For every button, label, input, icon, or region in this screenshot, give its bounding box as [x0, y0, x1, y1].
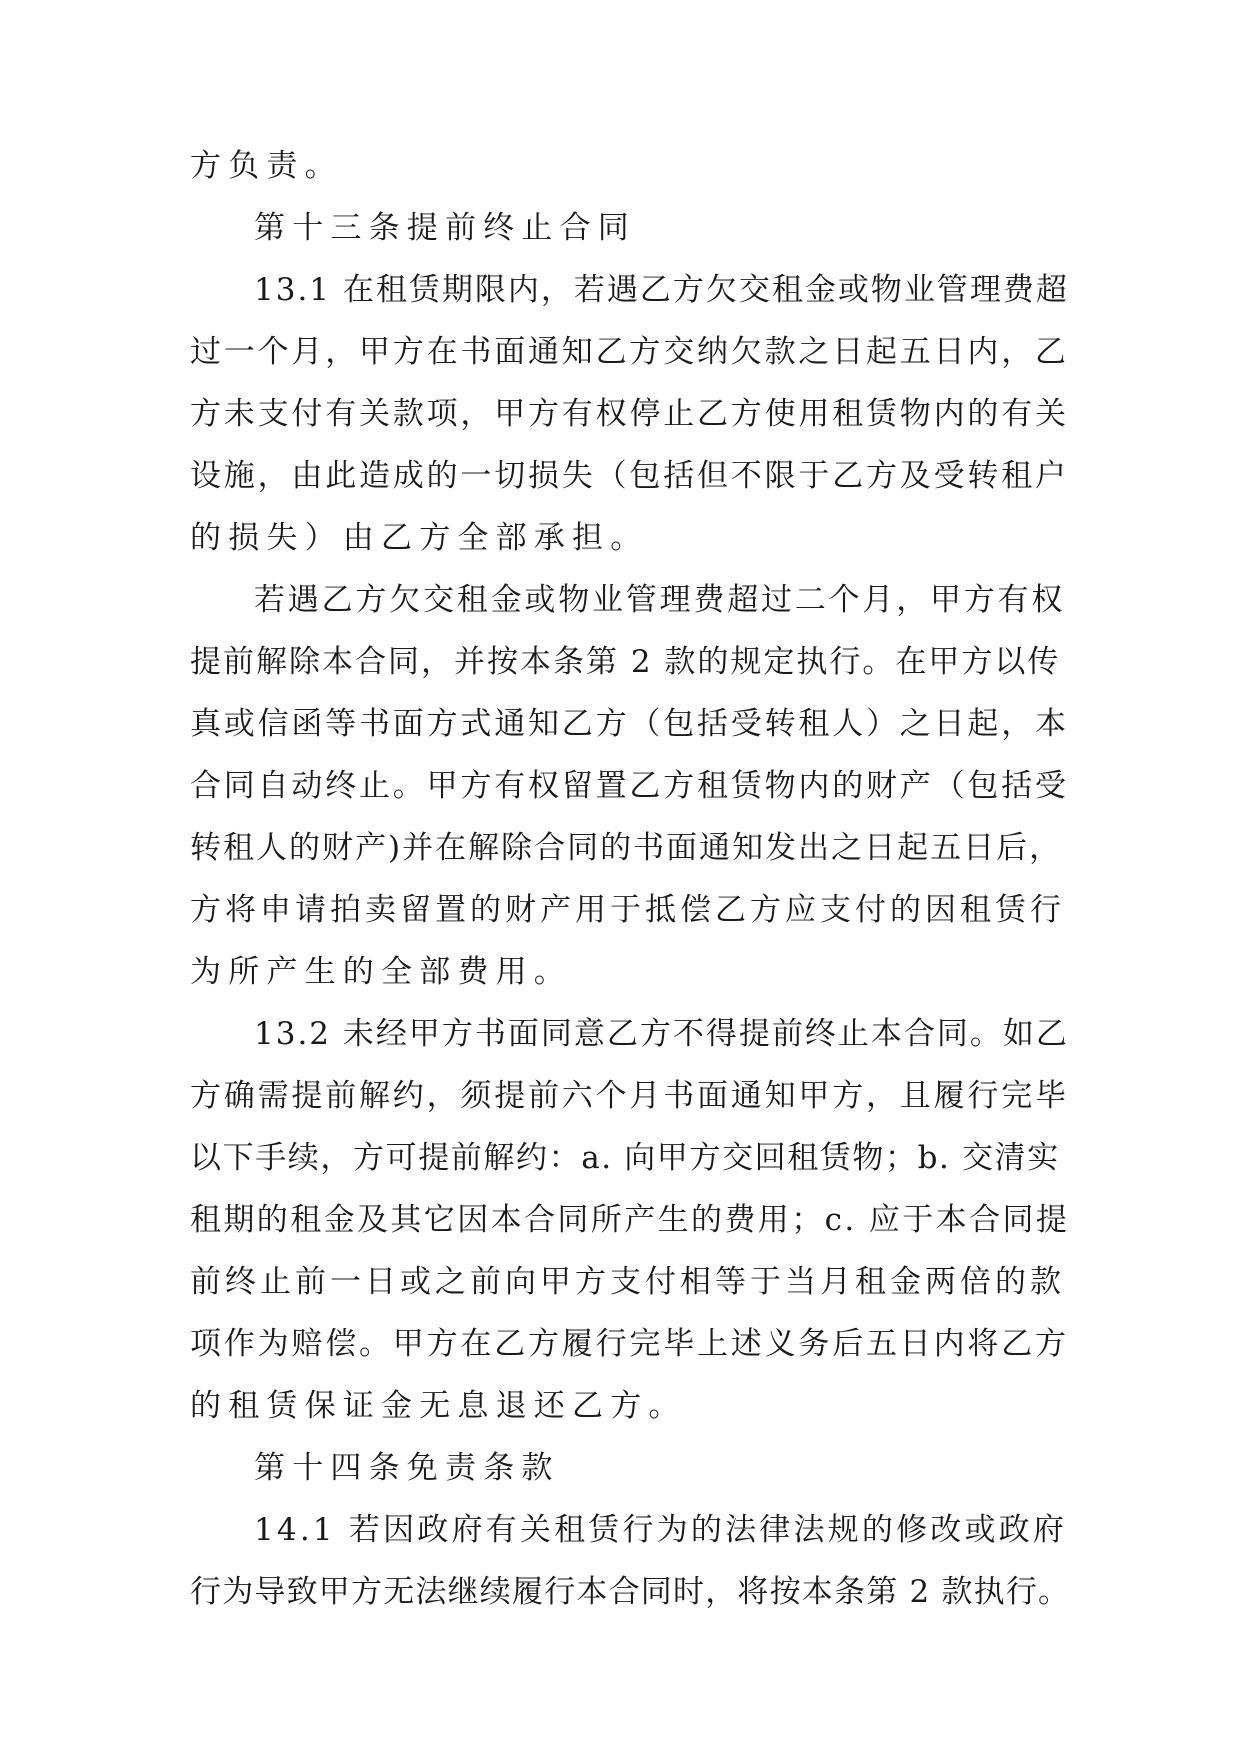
- section-heading: 第十三条提前终止合同: [254, 210, 636, 246]
- text-line: 过一个月，甲方在书面通知乙方交纳欠款之日起五日内，乙: [190, 334, 1069, 370]
- text-line: 设施，由此造成的一切损失（包括但不限于乙方及受转租户: [190, 458, 1069, 494]
- text-line: 租期的租金及其它因本合同所产生的费用；c. 应于本合同提: [190, 1202, 1070, 1238]
- text-line: 的租赁保证金无息退还乙方。: [190, 1388, 687, 1424]
- text-line: 转租人的财产)并在解除合同的书面通知发出之日起五日后，: [190, 830, 1063, 866]
- text-line: 13.2 未经甲方书面同意乙方不得提前终止本合同。如乙: [254, 1016, 1069, 1052]
- text-line: 方未支付有关款项，甲方有权停止乙方使用租赁物内的有关: [190, 396, 1069, 432]
- text-line: 真或信函等书面方式通知乙方（包括受转租人）之日起，本: [190, 706, 1069, 742]
- text-line: 项作为赔偿。甲方在乙方履行完毕上述义务后五日内将乙方: [190, 1326, 1069, 1362]
- text-line: 为所产生的全部费用。: [190, 954, 572, 990]
- text-line: 合同自动终止。甲方有权留置乙方租赁物内的财产（包括受: [190, 768, 1069, 804]
- text-line: 方负责。: [190, 148, 343, 184]
- text-line: 方将申请拍卖留置的财产用于抵偿乙方应支付的因租赁行: [190, 892, 1065, 928]
- text-line: 若遇乙方欠交租金或物业管理费超过二个月，甲方有权: [254, 582, 1066, 618]
- text-line: 前终止前一日或之前向甲方支付相等于当月租金两倍的款: [190, 1264, 1065, 1300]
- section-heading: 第十四条免责条款: [254, 1450, 560, 1486]
- text-line: 方确需提前解约，须提前六个月书面通知甲方，且履行完毕: [190, 1078, 1069, 1114]
- text-line: 提前解除本合同，并按本条第 2 款的规定执行。在甲方以传: [190, 644, 1061, 680]
- text-line: 行为导致甲方无法继续履行本合同时，将按本条第 2 款执行。: [190, 1574, 1071, 1610]
- text-line: 14.1 若因政府有关租赁行为的法律法规的修改或政府: [254, 1512, 1068, 1548]
- text-line: 以下手续，方可提前解约：a. 向甲方交回租赁物；b. 交清实: [190, 1140, 1060, 1176]
- text-line: 13.1 在租赁期限内，若遇乙方欠交租金或物业管理费超: [254, 272, 1069, 308]
- text-line: 的损失）由乙方全部承担。: [190, 520, 649, 556]
